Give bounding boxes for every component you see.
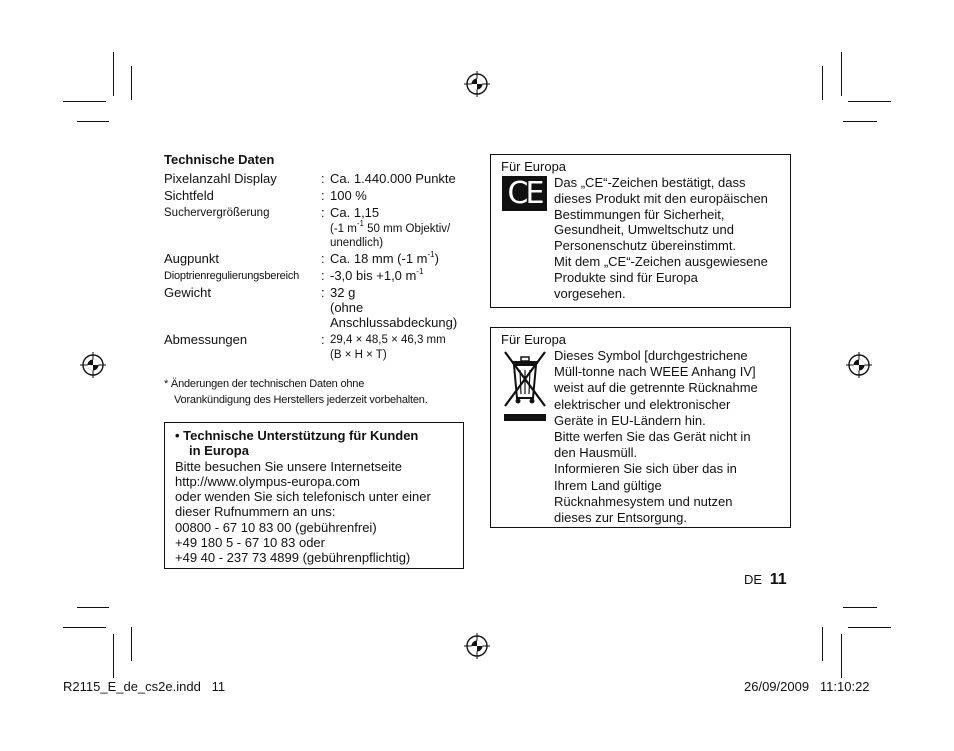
support-url: http://www.olympus-europa.com xyxy=(175,473,360,489)
spec-colon: : xyxy=(321,188,325,203)
ce-text-line: Das „CE“-Zeichen bestätigt, dass xyxy=(554,175,746,190)
spec-label: Abmessungen xyxy=(164,332,248,347)
ce-text-line: Personenschutz übereinstimmt. xyxy=(554,238,737,254)
weee-text-line: Geräte in EU-Ländern hin. xyxy=(554,412,706,428)
weee-box-header: Für Europa xyxy=(501,332,567,347)
spec-value: 32 g xyxy=(330,285,356,300)
support-box xyxy=(164,422,464,569)
weee-text-line: Bitte werfen Sie das Gerät nicht in xyxy=(554,429,751,445)
spec-label: Pixelanzahl Display xyxy=(164,171,277,186)
spec-value-line3: unendlich) xyxy=(330,237,384,249)
ce-text-line: vorgesehen. xyxy=(554,285,626,301)
spec-label: Suchervergrößerung xyxy=(164,207,270,219)
registration-mark-icon xyxy=(464,633,490,659)
ce-text-line: Mit dem „CE“-Zeichen ausgewiesene xyxy=(554,253,768,269)
ce-logo-icon: CE xyxy=(502,176,547,211)
weee-text-line: den Hausmüll. xyxy=(554,445,638,461)
specs-heading: Technische Daten xyxy=(164,152,275,167)
spec-colon: : xyxy=(321,285,325,300)
ce-text-line: Bestimmungen für Sicherheit, xyxy=(554,206,725,222)
spec-colon: : xyxy=(321,251,325,266)
spec-value-line3: Anschlussabdeckung) xyxy=(330,315,458,330)
weee-text-line: Rücknahmesystem und nutzen xyxy=(554,493,733,509)
weee-text-line: weist auf die getrennte Rücknahme xyxy=(554,380,758,396)
weee-text-line: dieses zur Entsorgung. xyxy=(554,510,687,526)
ce-text-line: dieses Produkt mit den europäischen xyxy=(554,190,768,206)
weee-text-line: Informieren Sie sich über das in xyxy=(554,461,737,477)
ce-text-line: Produkte sind für Europa xyxy=(554,269,698,285)
crossed-out-bin-icon xyxy=(501,348,549,422)
footer-datetime: 26/09/2009 11:10:22 xyxy=(744,679,870,694)
weee-text-line: Müll-tonne nach WEEE Anhang IV] xyxy=(554,364,756,380)
support-title-line2: in Europa xyxy=(189,443,249,459)
spec-colon: : xyxy=(321,268,325,283)
registration-mark-icon xyxy=(80,352,106,378)
ce-box-header: Für Europa xyxy=(501,159,567,174)
spec-label: Sichtfeld xyxy=(164,188,214,203)
registration-mark-icon xyxy=(846,352,872,378)
spec-value: Ca. 1,15 xyxy=(330,205,380,220)
spec-label: Augpunkt xyxy=(164,251,219,266)
support-phone: +49 40 - 237 73 4899 (gebührenpflichtig) xyxy=(175,550,411,566)
ce-text-line: Gesundheit, Umweltschutz und xyxy=(554,222,734,238)
spec-colon: : xyxy=(321,332,325,347)
spec-colon: : xyxy=(321,205,325,220)
footnote-line1: * Änderungen der technischen Daten ohne xyxy=(164,378,365,390)
footer-file: R2115_E_de_cs2e.indd 11 xyxy=(63,679,226,694)
ce-box xyxy=(490,154,791,308)
support-line: oder wenden Sie sich telefonisch unter einer xyxy=(175,489,431,505)
spec-value: Ca. 18 mm (-1 $m^{-1}$) xyxy=(330,249,439,266)
page-number xyxy=(744,572,787,588)
weee-text-line: Dieses Symbol [durchgestrichene xyxy=(554,348,748,363)
spec-value-line2: (B × H × T) xyxy=(330,349,387,361)
spec-value: 29,4 × 48,5 × 46,3 mm xyxy=(330,334,446,346)
support-phone: +49 180 5 - 67 10 83 oder xyxy=(175,535,325,551)
support-title: • Technische Unterstützung für Kunden xyxy=(175,428,419,443)
spec-label: Gewicht xyxy=(164,285,211,300)
weee-box xyxy=(490,327,791,528)
footnote-line2: Vorankündigung des Herstellers jederzeit vorbehalten. xyxy=(174,394,428,406)
page-num: 11 xyxy=(769,571,787,588)
support-phone: 00800 - 67 10 83 00 (gebührenfrei) xyxy=(175,519,377,535)
spec-value: 100 % xyxy=(330,188,367,203)
page-lang: DE xyxy=(744,572,763,587)
support-line: Bitte besuchen Sie unsere Internetseite xyxy=(175,458,402,474)
registration-mark-icon xyxy=(464,71,490,97)
spec-value: -3,0 bis +1,0 $m^{-1}$ xyxy=(330,266,424,283)
spec-value: Ca. 1.440.000 Punkte xyxy=(330,171,456,186)
weee-text-line: Ihrem Land gültige xyxy=(554,477,662,493)
spec-colon: : xyxy=(321,171,325,186)
support-line: dieser Rufnummern an uns: xyxy=(175,504,336,520)
spec-value-line2: (-1 $m^{-1}$ 50 mm Objektiv/ xyxy=(330,219,451,235)
weee-text-line: elektrischer und elektronischer xyxy=(554,396,731,412)
spec-value-line2: (ohne xyxy=(330,300,364,315)
spec-label: Dioptrienregulierungsbereich xyxy=(164,270,300,282)
